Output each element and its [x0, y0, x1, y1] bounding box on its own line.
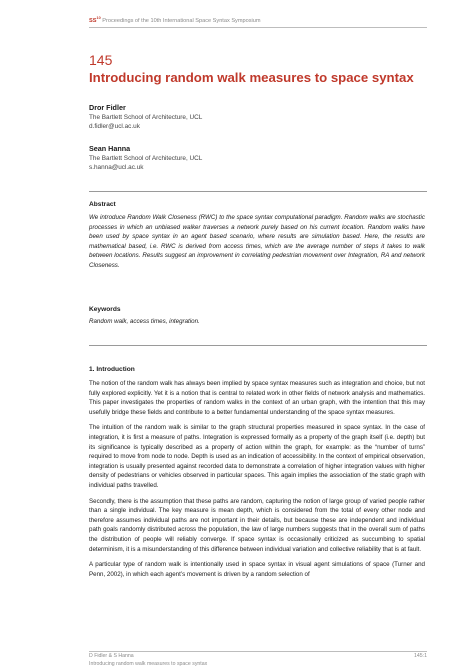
keywords-heading: Keywords: [89, 306, 121, 313]
author-block: [89, 144, 202, 173]
footer-title: Introducing random walk measures to space syntax: [89, 660, 208, 667]
author-affiliation: The Bartlett School of Architecture, UCL: [89, 154, 203, 162]
body-paragraph: The intuition of the random walk is similar to the graph structural properties measured in space syntax. In the case of integration, it is first a measure of paths. Integration is expressed formally as a property of the graph itself (i.e. depth) but its significance is typically described as a property of action within the graph, for example: as the “number of turns” required to move from node to node. Depth is used as an indication of accessibility. In the context of empirical observation, integration is usually presented against recorded data to demonstrate a correlation of higher integration values with higher density of pedestrians or vehicles observed in particular spaces. This again implies the association of the static graph with individual paths travelled.: [89, 424, 425, 489]
keywords-bottom-divider: [89, 345, 427, 346]
abstract-heading: Abstract: [89, 201, 116, 208]
footer-divider: [89, 651, 427, 652]
proceedings-header: [89, 16, 261, 24]
paper-number: 145: [89, 52, 113, 68]
author-email[interactable]: s.hanna@ucl.ac.uk: [89, 164, 144, 172]
symposium-logo: SS$^{10}$: [89, 16, 101, 24]
proceedings-title: Proceedings of the 10th International Space Syntax Symposium: [102, 17, 261, 24]
footer-citation: [89, 653, 207, 668]
author-name: Sean Hanna: [89, 144, 131, 153]
paper-title: Introducing random walk measures to space syntax: [89, 70, 414, 85]
body-paragraph: A particular type of random walk is intentionally used in space syntax in visual agent simulations of space (Turner and Penn, 2002), in which each agent’s movement is driven by a random selection of: [89, 561, 425, 578]
body-paragraph: Secondly, there is the assumption that these paths are random, capturing the notion of large group of varied people rather than a single individual. The key measure is mean depth, which is considered from the total of every other node and therefore assumes individual paths are not important in their details, but because these are independent and individual path goals randomly distributed across the population, the law of large numbers suggests that in the overall sum of paths the distribution of people will reliably converge. If space syntax is occasionally criticized as succumbing to spatial determinism, it is a misunderstanding of this difference between individual variation and collective reliability that is at fault.: [89, 497, 425, 553]
author-name: Dror Fidler: [89, 103, 126, 112]
abstract-text: We introduce Random Walk Closeness (RWC) to the space syntax computational paradigm. Random walks are stochastic processes in which an unbiased walker traverses a network purely based on his current location. Random walks have been used by space syntax in an agent based scenario, where results are simulation based. Here, the results are mathematical based, i.e. RWC is derived from access times, which are the average number of steps it takes to walk between locations. Results suggest an improvement in correlating pedestrian movement over Integration, RA and network Closeness.: [89, 214, 425, 269]
page-number: 145:1: [414, 653, 427, 659]
body-paragraph: The notion of the random walk has always been implied by space syntax measures such as integration and choice, but not fully explored explicitly. Yet it is a notion that is central to related work in other fields of network analysis and mathematics. This paper investigates the properties of random walks in the context of an urban graph, with the intention that this may usefully bridge these fields and contribute to a better fundamental understanding of the space syntax measures.: [89, 380, 425, 416]
keywords-text: Random walk, access times, integration.: [89, 318, 200, 325]
author-block: [89, 103, 202, 132]
introduction-heading: 1. Introduction: [89, 366, 135, 373]
introduction-body: [89, 379, 425, 585]
abstract-top-divider: [89, 191, 427, 192]
footer-authors: D Fidler & S Hanna: [89, 653, 134, 659]
author-email[interactable]: d.fidler@ucl.ac.uk: [89, 123, 140, 131]
header-divider: [89, 27, 427, 28]
author-affiliation: The Bartlett School of Architecture, UCL: [89, 113, 203, 121]
